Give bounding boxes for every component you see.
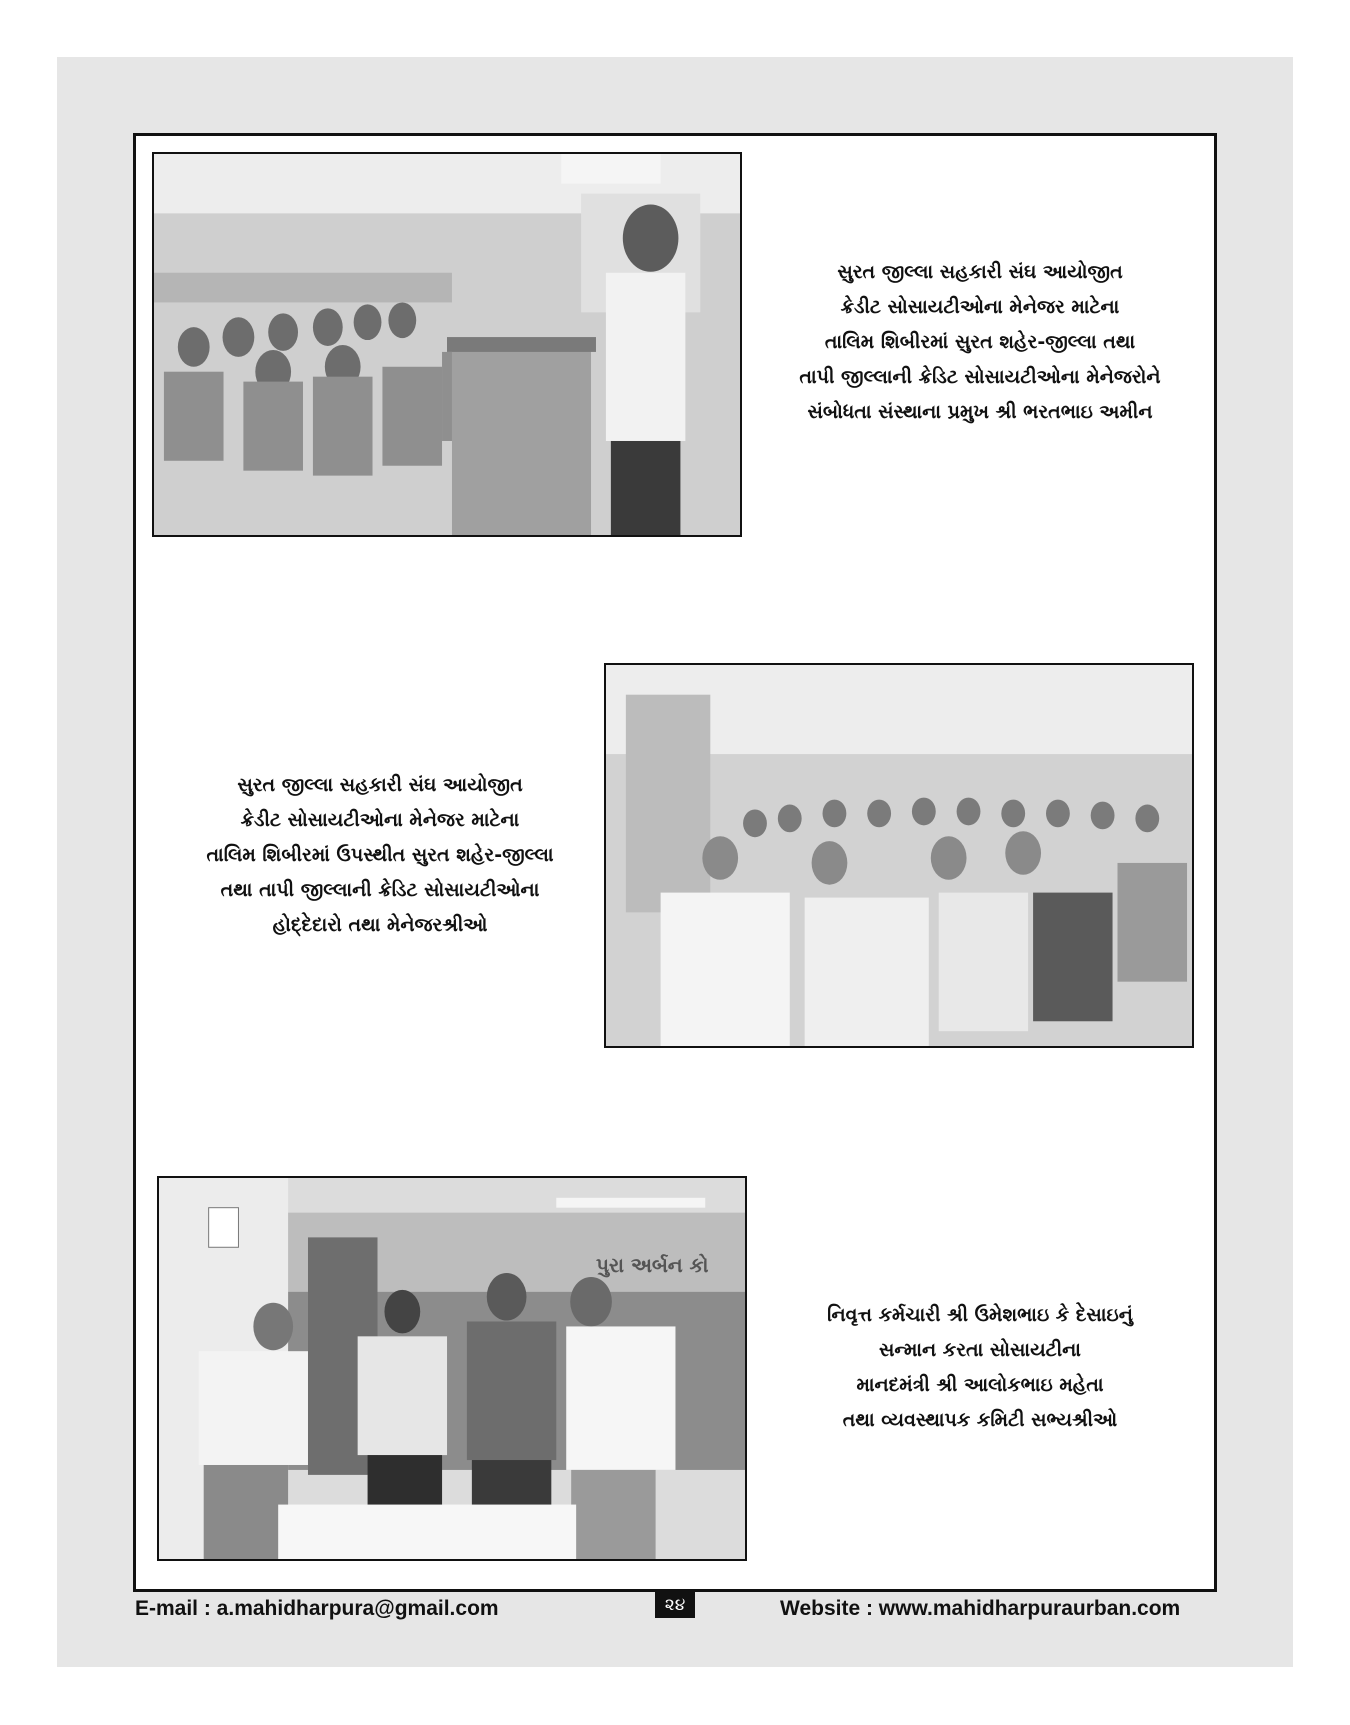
caption-line: સુરત જીલ્લા સહકારી સંઘ આયોજીત xyxy=(837,261,1123,283)
photo-audience xyxy=(604,663,1194,1048)
caption-line: ક્રેડીટ સોસાયટીઓના મેનેજર માટેના xyxy=(240,809,520,831)
caption-speaker xyxy=(760,255,1200,430)
caption-line: માનદમંત્રી શ્રી આલોકભાઇ મહેતા xyxy=(856,1374,1104,1396)
page-number: ૨૪ xyxy=(655,1592,695,1618)
caption-line: હોદ્દેદારો તથા મેનેજરશ્રીઓ xyxy=(272,914,488,936)
caption-audience xyxy=(160,768,600,943)
caption-line: સંબોધતા સંસ્થાના પ્રમુખ શ્રી ભરતભાઇ અમીન xyxy=(807,401,1153,423)
caption-line: તથા તાપી જીલ્લાની ક્રેડિટ સોસાયટીઓના xyxy=(220,879,540,901)
photo-speaker-at-podium xyxy=(152,152,742,537)
photo-felicitation xyxy=(157,1176,747,1561)
caption-line: તાલિમ શિબીરમાં ઉપસ્થીત સુરત શહેર-જીલ્લા xyxy=(206,844,554,866)
caption-line: નિવૃત્ત કર્મચારી શ્રી ઉમેશભાઇ કે દેસાઇનું xyxy=(827,1304,1133,1326)
caption-line: સુરત જીલ્લા સહકારી સંઘ આયોજીત xyxy=(237,774,523,796)
footer-website: Website : www.mahidharpuraurban.com xyxy=(780,1597,1181,1620)
caption-line: સન્માન કરતા સોસાયટીના xyxy=(879,1339,1081,1361)
caption-line: તાલિમ શિબીરમાં સુરત શહેર-જીલ્લા તથા xyxy=(824,331,1136,353)
footer-email: E-mail : a.mahidharpura@gmail.com xyxy=(135,1597,499,1620)
sign-text: પુરા અર્બન કો xyxy=(596,1254,709,1278)
caption-felicitation xyxy=(760,1298,1200,1438)
caption-line: ક્રેડીટ સોસાયટીઓના મેનેજર માટેના xyxy=(840,296,1120,318)
caption-line: તાપી જીલ્લાની ક્રેડિટ સોસાયટીઓના મેનેજરોને xyxy=(799,366,1161,388)
caption-line: તથા વ્યવસ્થાપક કમિટી સભ્યશ્રીઓ xyxy=(842,1409,1118,1431)
